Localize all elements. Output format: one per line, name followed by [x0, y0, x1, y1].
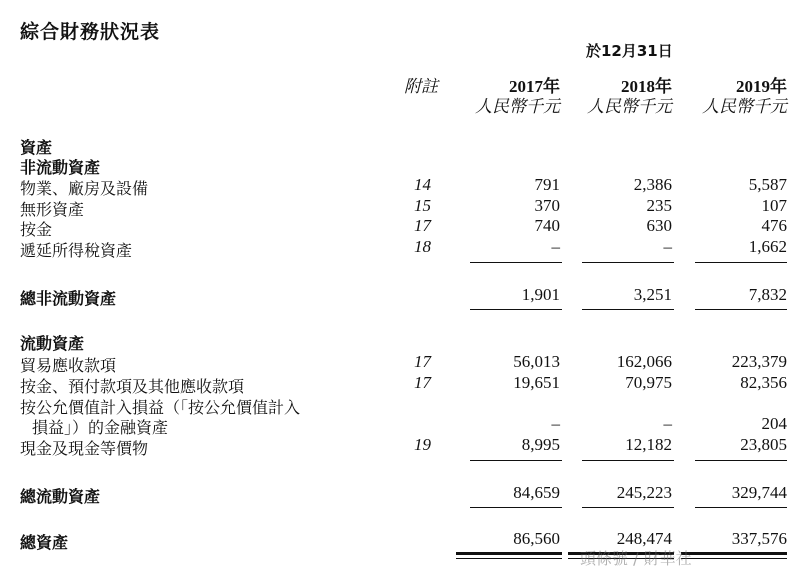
- grand-total-rule-2017-bottom: [456, 558, 562, 559]
- current-total-rule-2019: [695, 507, 787, 508]
- value-other-receivables-2017: 19,651: [513, 373, 560, 392]
- value-trade-receivables-2019: 223,379: [731, 352, 787, 371]
- value-deferred-tax-2018: –: [663, 237, 672, 256]
- value-trade-receivables-2017: 56,013: [513, 352, 560, 371]
- unit-2018: 人民幣千元: [587, 97, 672, 117]
- value-total-non-current-2018: 3,251: [633, 285, 672, 304]
- row-note-trade-receivables: 17: [414, 352, 431, 371]
- row-label-total-current: 總流動資產: [20, 487, 101, 506]
- period-header: 於12月31日: [586, 42, 673, 60]
- current-subtotal-rule-2018: [582, 460, 674, 461]
- value-other-receivables-2019: 82,356: [740, 373, 787, 392]
- subtotal-rule-2018: [582, 262, 674, 263]
- value-ppe-2019: 5,587: [748, 175, 787, 194]
- value-deposits-2018: 630: [646, 216, 672, 235]
- row-label-other-receivables: 按金、預付款項及其他應收款項: [20, 377, 245, 396]
- value-total-current-2019: 329,744: [731, 483, 787, 502]
- value-trade-receivables-2018: 162,066: [616, 352, 672, 371]
- value-total-non-current-2017: 1,901: [521, 285, 560, 304]
- current-total-rule-2018: [582, 507, 674, 508]
- value-total-current-2017: 84,659: [513, 483, 560, 502]
- section-assets: 資產: [20, 138, 53, 157]
- value-total-assets-2018: 248,474: [616, 529, 672, 548]
- value-intangible-2018: 235: [646, 196, 672, 215]
- row-label-trade-receivables: 貿易應收款項: [20, 356, 117, 375]
- note-column-header: 附註: [404, 77, 438, 97]
- unit-2019: 人民幣千元: [702, 97, 787, 117]
- value-intangible-2019: 107: [761, 196, 787, 215]
- value-deposits-2019: 476: [761, 216, 787, 235]
- row-note-intangible: 15: [414, 196, 431, 215]
- year-2019-header: 2019年: [736, 77, 787, 96]
- value-deferred-tax-2019: 1,662: [748, 237, 787, 256]
- unit-2017: 人民幣千元: [475, 97, 560, 117]
- current-total-rule-2017: [470, 507, 562, 508]
- value-cash-2018: 12,182: [625, 435, 672, 454]
- row-note-ppe: 14: [414, 175, 431, 194]
- watermark: 頭條號 / 財華社: [580, 549, 692, 568]
- value-intangible-2017: 370: [534, 196, 560, 215]
- value-total-assets-2017: 86,560: [513, 529, 560, 548]
- row-label-fvtpl-line1: 按公允價值計入損益（「按公允價值計入: [20, 398, 301, 417]
- grand-total-rule-2019-top: [681, 552, 787, 555]
- subtotal-rule-2017: [470, 262, 562, 263]
- row-label-deposits: 按金: [20, 220, 53, 239]
- value-total-non-current-2019: 7,832: [748, 285, 787, 304]
- year-2018-header: 2018年: [621, 77, 672, 96]
- section-current-assets: 流動資產: [20, 334, 85, 353]
- row-label-total-assets: 總資產: [20, 533, 69, 552]
- value-total-current-2018: 245,223: [616, 483, 672, 502]
- row-note-cash: 19: [414, 435, 431, 454]
- grand-total-rule-2017-top: [456, 552, 562, 555]
- row-note-deferred-tax: 18: [414, 237, 431, 256]
- total-rule-2017: [470, 309, 562, 310]
- subtotal-rule-2019: [695, 262, 787, 263]
- total-rule-2019: [695, 309, 787, 310]
- row-note-other-receivables: 17: [414, 373, 431, 392]
- page-title: 綜合財務狀況表: [20, 21, 161, 43]
- current-subtotal-rule-2017: [470, 460, 562, 461]
- row-label-ppe: 物業、廠房及設備: [20, 179, 149, 198]
- value-cash-2019: 23,805: [740, 435, 787, 454]
- row-note-deposits: 17: [414, 216, 431, 235]
- grand-total-rule-2019-bottom: [681, 558, 787, 559]
- row-label-deferred-tax: 遞延所得稅資產: [20, 241, 133, 260]
- value-ppe-2017: 791: [534, 175, 560, 194]
- value-cash-2017: 8,995: [521, 435, 560, 454]
- row-label-fvtpl-line2: 損益」）的金融資產: [32, 418, 169, 437]
- value-ppe-2018: 2,386: [633, 175, 672, 194]
- value-deposits-2017: 740: [534, 216, 560, 235]
- current-subtotal-rule-2019: [695, 460, 787, 461]
- row-label-intangible: 無形資產: [20, 200, 85, 219]
- value-deferred-tax-2017: –: [551, 237, 560, 256]
- value-fvtpl-2018: –: [663, 414, 672, 433]
- row-label-cash: 現金及現金等價物: [20, 439, 149, 458]
- value-fvtpl-2019: 204: [761, 414, 787, 433]
- row-label-total-non-current: 總非流動資產: [20, 289, 117, 308]
- section-non-current-assets: 非流動資產: [20, 158, 101, 177]
- year-2017-header: 2017年: [509, 77, 560, 96]
- value-total-assets-2019: 337,576: [731, 529, 787, 548]
- total-rule-2018: [582, 309, 674, 310]
- value-fvtpl-2017: –: [551, 414, 560, 433]
- value-other-receivables-2018: 70,975: [625, 373, 672, 392]
